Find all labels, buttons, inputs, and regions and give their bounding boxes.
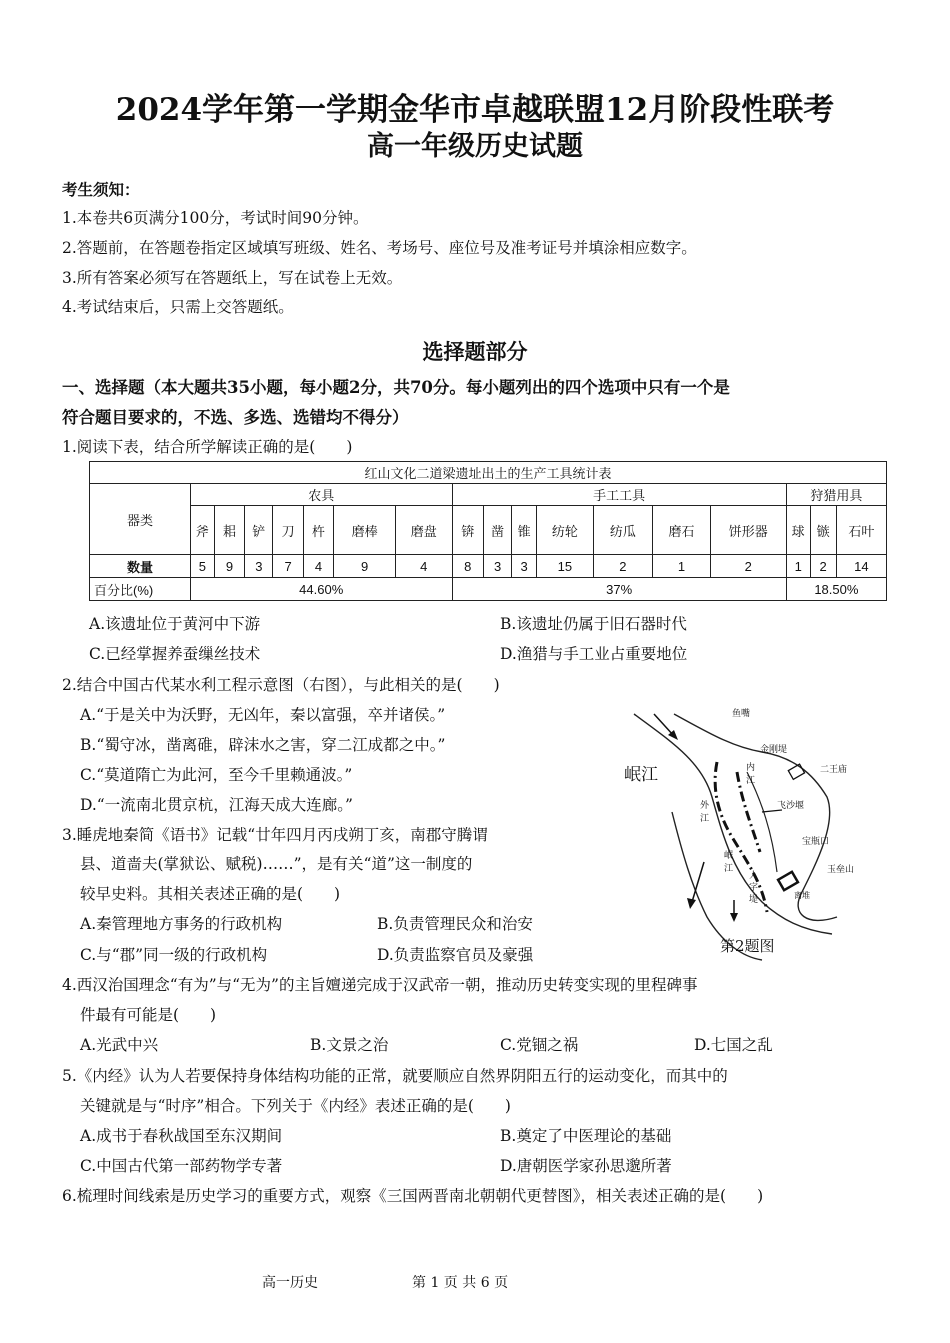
tool-name: 杵 bbox=[303, 506, 333, 555]
q5-option-b[interactable]: B.奠定了中医理论的基础 bbox=[500, 1127, 672, 1145]
tool-name: 凿 bbox=[483, 506, 511, 555]
q1-option-a[interactable]: A.该遗址位于黄河中下游 bbox=[89, 615, 261, 633]
q3-stem: 3.睡虎地秦简《语书》记载“廿年四月丙戌朔丁亥，南郡守腾谓 bbox=[62, 826, 488, 844]
q5-option-c[interactable]: C.中国古代第一部药物学专著 bbox=[80, 1157, 283, 1175]
q5-option-a[interactable]: A.成书于春秋战国至东汉期间 bbox=[80, 1127, 283, 1145]
q5-stem: 关键就是与“时序”相合。下列关于《内经》表述正确的是( ) bbox=[80, 1097, 511, 1115]
tool-name: 磨石 bbox=[653, 506, 711, 555]
map-label: 金刚堤 bbox=[760, 745, 788, 755]
q5-stem: 5.《内经》认为人若要保持身体结构功能的正常，就要顺应自然界阴阳五行的运动变化，而其中的 bbox=[62, 1067, 728, 1085]
q1-option-c[interactable]: C.已经掌握养蚕缫丝技术 bbox=[89, 645, 261, 663]
map-label: 人字堤 bbox=[749, 871, 759, 905]
q1-option-d[interactable]: D.渔猎与手工业占重要地位 bbox=[500, 645, 688, 663]
tool-name: 锛 bbox=[452, 506, 483, 555]
group-percent: 18.50% bbox=[786, 578, 886, 601]
q4-option-b[interactable]: B.文景之治 bbox=[310, 1036, 389, 1054]
map-label: 离堆 bbox=[794, 891, 810, 900]
tool-count: 15 bbox=[537, 555, 593, 578]
notice-item: 4.考试结束后，只需上交答题纸。 bbox=[62, 298, 294, 316]
q3-option-c[interactable]: C.与“郡”同一级的行政机构 bbox=[80, 946, 268, 964]
q2-option-a[interactable]: A.“于是关中为沃野，无凶年，秦以富强，卒并诸侯。” bbox=[80, 706, 446, 724]
tool-name: 磨棒 bbox=[334, 506, 396, 555]
tool-count: 7 bbox=[273, 555, 303, 578]
tool-name: 铲 bbox=[245, 506, 273, 555]
tool-count: 4 bbox=[396, 555, 452, 578]
section-instruction: 符合题目要求的，不选、多选、选错均不得分） bbox=[62, 408, 409, 427]
q3-option-d[interactable]: D.负责监察官员及豪强 bbox=[377, 946, 534, 964]
q6-stem: 6.梳理时间线索是历史学习的重要方式，观察《三国两晋南北朝朝代更替图》，相关表述正确的是( ) bbox=[62, 1187, 764, 1205]
q2-option-b[interactable]: B.“蜀守冰，凿离碓，辟沫水之害，穿二江成都之中。” bbox=[80, 736, 446, 754]
map-river-label: 岷江 bbox=[624, 765, 658, 785]
exam-title: 2024学年第一学期金华市卓越联盟12月阶段性联考 bbox=[115, 92, 835, 128]
group-header: 手工工具 bbox=[452, 484, 786, 506]
tool-count: 2 bbox=[710, 555, 786, 578]
map-label: 岷江 bbox=[724, 851, 734, 874]
tool-name: 磨盘 bbox=[396, 506, 452, 555]
notice-item: 3.所有答案必须写在答题纸上，写在试卷上无效。 bbox=[62, 269, 403, 287]
map-label: 二王庙 bbox=[820, 765, 848, 775]
tool-count: 3 bbox=[483, 555, 511, 578]
tool-count: 1 bbox=[786, 555, 810, 578]
map-label: 外江 bbox=[700, 801, 710, 824]
section-title: 选择题部分 bbox=[422, 339, 528, 364]
tool-count: 3 bbox=[245, 555, 273, 578]
tool-count: 4 bbox=[303, 555, 333, 578]
tool-count: 14 bbox=[836, 555, 886, 578]
tool-count: 8 bbox=[452, 555, 483, 578]
tool-name: 饼形器 bbox=[710, 506, 786, 555]
tool-count: 9 bbox=[214, 555, 244, 578]
q3-stem: 较早史料。其相关表述正确的是( ) bbox=[80, 885, 341, 903]
tool-count: 2 bbox=[593, 555, 653, 578]
q4-option-a[interactable]: A.光武中兴 bbox=[80, 1036, 159, 1054]
q4-option-c[interactable]: C.党锢之祸 bbox=[500, 1036, 579, 1054]
tool-count: 1 bbox=[653, 555, 711, 578]
percent-label: 百分比(%) bbox=[90, 578, 191, 601]
tool-count: 2 bbox=[810, 555, 836, 578]
tool-name: 石叶 bbox=[836, 506, 886, 555]
map-label: 鱼嘴 bbox=[732, 709, 751, 719]
q5-option-d[interactable]: D.唐朝医学家孙思邈所著 bbox=[500, 1157, 672, 1175]
section-instruction: 一、选择题（本大题共35小题，每小题2分，共70分。每小题列出的四个选项中只有一个是 bbox=[62, 378, 730, 397]
group-percent: 44.60% bbox=[190, 578, 452, 601]
group-header: 农具 bbox=[190, 484, 452, 506]
dujiangyan-map bbox=[612, 702, 882, 964]
map-label: 玉垒山 bbox=[827, 865, 855, 875]
q3-option-a[interactable]: A.秦管理地方事务的行政机构 bbox=[80, 915, 283, 933]
q2-option-c[interactable]: C.“莫道隋亡为此河，至今千里赖通波。” bbox=[80, 766, 353, 784]
q2-option-d[interactable]: D.“一流南北贯京杭，江海天成大连廊。” bbox=[80, 796, 353, 814]
q2-stem: 2.结合中国古代某水利工程示意图（右图），与此相关的是( ) bbox=[62, 676, 500, 694]
map-drawing bbox=[612, 702, 882, 964]
notice-heading: 考生须知： bbox=[62, 180, 140, 199]
group-percent: 37% bbox=[452, 578, 786, 601]
tool-name: 锥 bbox=[512, 506, 537, 555]
q1-stem: 1.阅读下表，结合所学解读正确的是( ) bbox=[62, 438, 353, 456]
tool-name: 刀 bbox=[273, 506, 303, 555]
q1-option-b[interactable]: B.该遗址仍属于旧石器时代 bbox=[500, 615, 687, 633]
q3-option-b[interactable]: B.负责管理民众和治安 bbox=[377, 915, 533, 933]
q4-stem: 件最有可能是( ) bbox=[80, 1006, 217, 1024]
q4-option-d[interactable]: D.七国之乱 bbox=[694, 1036, 773, 1054]
count-label: 数量 bbox=[90, 555, 191, 578]
notice-item: 2.答题前，在答题卷指定区域填写班级、姓名、考场号、座位号及准考证号并填涂相应数字。 bbox=[62, 239, 697, 257]
tool-count: 5 bbox=[190, 555, 214, 578]
tool-name: 球 bbox=[786, 506, 810, 555]
tool-count: 3 bbox=[512, 555, 537, 578]
footer-subject: 高一历史 bbox=[262, 1275, 318, 1291]
footer-page-number: 第 1 页 共 6 页 bbox=[412, 1275, 509, 1291]
notice-item: 1.本卷共6页满分100分，考试时间90分钟。 bbox=[62, 209, 369, 227]
q3-stem: 县、道啬夫(掌狱讼、赋税)……”，是有关“道”这一制度的 bbox=[80, 855, 473, 873]
map-label: 宝瓶口 bbox=[802, 837, 830, 847]
tool-name: 纺轮 bbox=[537, 506, 593, 555]
map-caption: 第2题图 bbox=[720, 937, 775, 955]
map-label: 飞沙堰 bbox=[777, 801, 805, 811]
tool-count: 9 bbox=[334, 555, 396, 578]
table-caption: 红山文化二道梁遗址出土的生产工具统计表 bbox=[90, 462, 887, 484]
tool-name: 纺瓜 bbox=[593, 506, 653, 555]
table-row-header: 器类 bbox=[90, 484, 191, 555]
tool-name: 耜 bbox=[214, 506, 244, 555]
tool-name: 斧 bbox=[190, 506, 214, 555]
tool-name: 镞 bbox=[810, 506, 836, 555]
map-label: 内江 bbox=[746, 763, 756, 786]
tools-table bbox=[89, 461, 887, 601]
q4-stem: 4.西汉治国理念“有为”与“无为”的主旨嬗递完成于汉武帝一朝，推动历史转变实现的里程碑事 bbox=[62, 976, 698, 994]
exam-subtitle: 高一年级历史试题 bbox=[367, 131, 583, 162]
group-header: 狩猎用具 bbox=[786, 484, 886, 506]
